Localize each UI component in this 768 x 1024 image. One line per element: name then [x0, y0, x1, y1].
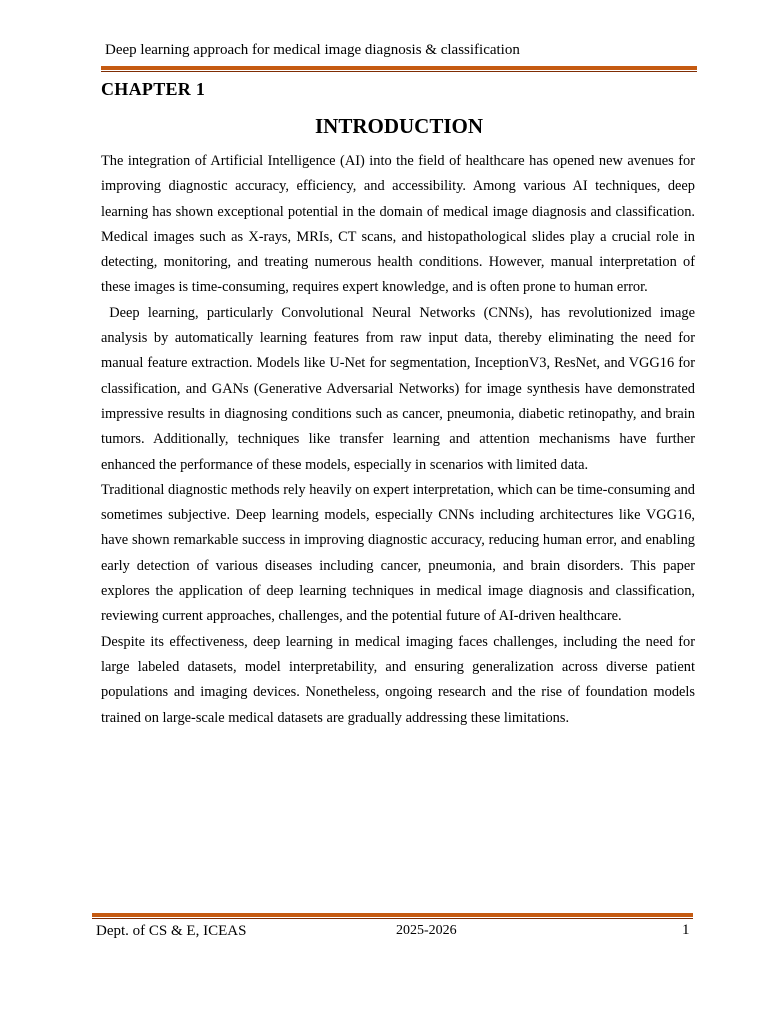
chapter-label: CHAPTER 1 — [101, 79, 206, 99]
paragraph: Traditional diagnostic methods rely heavily on expert interpretation, which can be time-consuming and sometimes subjective. Deep learning models, especially CNNs including architectures like VGG16, have shown remarkable success in improving diagnostic accuracy, reducing human error, and enabling early detection of various diseases including cancer, pneumonia, and brain disorders. This paper explores the application of deep learning techniques in medical image diagnosis and classification, reviewing current approaches, challenges, and the potential future of AI-driven healthcare. — [101, 481, 695, 625]
footer-divider — [92, 913, 693, 920]
paragraph: Despite its effectiveness, deep learning in medical imaging faces challenges, including the need for large labeled datasets, model interpretability, and ensuring generalization across diverse patient populations and imaging devices. Nonetheless, ongoing research and the rise of foundation models trained on large-scale medical datasets are gradually addressing these limitations. — [101, 633, 695, 726]
body-text — [101, 149, 699, 731]
footer-divider-thin-line — [92, 918, 693, 919]
footer-department: Dept. of CS & E, ICEAS — [96, 923, 247, 939]
paragraph: The integration of Artificial Intelligence (AI) into the field of healthcare has opened new avenues for improving diagnostic accuracy, efficiency, and accessibility. Among various AI techniques, deep learning has shown exceptional potential in the domain of medical image diagnosis and classification. Medical images such as X-rays, MRIs, CT scans, and histopathological slides play a crucial role in detecting, monitoring, and treating numerous health conditions. However, manual interpretation of these images is time-consuming, requires expert knowledge, and is often prone to human error. — [101, 153, 695, 296]
footer-divider-thick-line — [92, 913, 693, 917]
header-divider — [101, 66, 697, 73]
running-header: Deep learning approach for medical image diagnosis & classification — [105, 42, 520, 58]
page-title: INTRODUCTION — [314, 114, 484, 138]
page-number: 1 — [682, 922, 690, 938]
header-divider-thick-line — [101, 66, 697, 70]
paragraph: Deep learning, particularly Convolutional Neural Networks (CNNs), has revolutionized image analysis by automatically learning features from raw input data, thereby eliminating the need for manual feature extraction. Models like U-Net for segmentation, InceptionV3, ResNet, and VGG16 for classification, and GANs (Generative Adversarial Networks) for image synthesis have demonstrated impressive results in diagnosing conditions such as cancer, pneumonia, diabetic retinopathy, and brain tumors. Additionally, techniques like transfer learning and attention mechanisms have further enhanced the performance of these models, especially in scenarios with limited data. — [101, 304, 699, 473]
header-divider-thin-line — [101, 71, 697, 72]
footer-academic-year: 2025-2026 — [396, 923, 457, 938]
